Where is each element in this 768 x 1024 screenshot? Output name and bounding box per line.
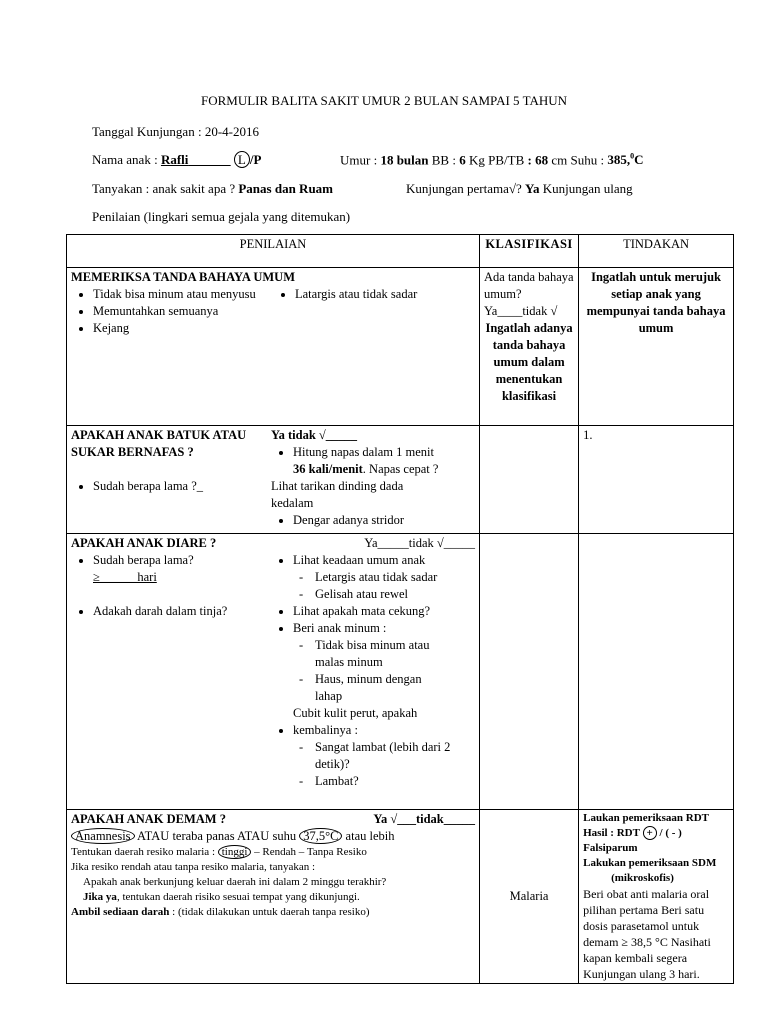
danger-class-question: Ada tanda bahaya umum? Ya____tidak √ [484,270,574,318]
diarrhea-yes-no: Ya_____tidak √_____ [364,536,475,550]
danger-signs-row [67,268,734,426]
header-tindakan: TINDAKAN [579,235,734,268]
vitals-line: Umur : 18 bulan BB : 6 Kg PB/TB : 68 cm Suhu : 385,$^0$C [340,152,644,168]
fever-line-5: Jika ya, tentukan daerah risiko sesuai tempat yang dikunjungi. [83,891,360,903]
list-item: • Lihat keadaan umum anak - Letargis atau tidak sadar - Gelisah atau rewel [293,552,475,603]
list-item: • Lihat apakah mata cekung? [293,603,475,620]
visit-date: Tanggal Kunjungan : 20-4-2016 [92,124,259,139]
danger-action: Ingatlah untuk merujuk setiap anak yang mempunyai tanda bahaya umum [579,268,734,426]
diarrhea-action [579,534,734,810]
header-penilaian: PENILAIAN [67,235,480,268]
age-value: 18 bulan [380,152,429,168]
complaint-value: Panas dan Ruam [238,181,333,196]
visit-line: Kunjungan pertama√? Ya Kunjungan ulang [406,181,633,196]
list-item: • Memuntahkan semuanya [93,303,273,320]
cough-yes-no: Ya tidak √_____ [271,428,358,442]
danger-heading: MEMERIKSA TANDA BAHAYA UMUM [71,270,295,284]
name-label: Nama anak : [92,152,158,167]
list-item: - Sangat lambat (lebih dari 2 detik)? [315,739,465,773]
list-item: • Cubit kulit perut, apakah kembalinya : - Sangat lambat (lebih dari 2 detik)? - Lambat? [293,705,475,790]
height-value: : 68 [527,152,549,168]
fever-line-2: Tentukan daerah resiko malaria : tinggi – Rendah – Tanpa Resiko [71,846,367,858]
diarrhea-heading: APAKAH ANAK DIARE ? [71,536,217,550]
list-item: - Letargis atau tidak sadar [315,569,475,586]
list-item: • Hitung napas dalam 1 menit 36 kali/menit. Napas cepat ? [293,444,475,478]
list-item: - Lambat? [315,773,475,790]
fever-line-4: Apakah anak berkunjung keluar daerah ini dalam 2 minggu terakhir? [83,876,387,888]
fever-action: Laukan pemeriksaan RDT Hasil : RDT + / ( - ) Falsiparum Lakukan pemeriksaan SDM (mikroskofis) Beri obat anti malaria oral pilihan pertama Beri satu dosis parasetamol untuk demam ≥ 38,5 °C Nasihati kapan kembali segera Kunjungan ulang 3 hari. [579,810,734,984]
name-value: Rafli [160,152,189,167]
visit-value: Ya [525,181,540,196]
list-item: - Tidak bisa minum atau malas minum [315,637,435,671]
form-title: FORMULIR BALITA SAKIT UMUR 2 BULAN SAMPAI 5 TAHUN [200,93,568,108]
fever-row [67,810,734,984]
list-item: • Kejang [93,320,273,337]
diarrhea-row [67,534,734,810]
complaint-line: Tanyakan : anak sakit apa ? Panas dan Ruam [92,181,333,196]
weight-value: 6 [459,152,466,168]
cough-action: 1. [579,426,734,534]
cough-chest-indrawing: Lihat tarikan dinding dada kedalam [271,479,404,510]
list-item: • Beri anak minum : - Tidak bisa minum atau malas minum - Haus, minum dengan lahap [293,620,475,705]
table-header-row [67,235,734,268]
fever-classification: Malaria [480,810,579,984]
list-item: • Adakah darah dalam tinja? [93,603,271,620]
cough-classification [480,426,579,534]
header-klasifikasi: KLASIFIKASI [480,235,579,268]
temp-value: 385,$^0$C [607,152,644,168]
assessment-table [66,234,734,984]
fever-line-3: Jika resiko rendah atau tanpa resiko malaria, tanyakan : [71,861,316,873]
list-item: - Haus, minum dengan lahap [315,671,445,705]
fever-line-6: Ambil sediaan darah : (tidak dilakukan untuk daerah tanpa resiko) [71,906,370,918]
cough-heading: APAKAH ANAK BATUK ATAU SUKAR BERNAFAS ? [71,428,247,459]
sex-p: /P [249,152,262,167]
list-item: • Latargis atau tidak sadar [295,286,475,303]
list-item: • Sudah berapa lama? ≥______hari [93,552,271,586]
list-item: - Gelisah atau rewel [315,586,475,603]
fever-heading: APAKAH ANAK DEMAM ? [71,812,226,826]
list-item: • Dengar adanya stridor [293,512,475,529]
diarrhea-classification [480,534,579,810]
list-item: • Tidak bisa minum atau menyusu [93,286,273,303]
fever-yes-no: Ya √___tidak_____ [373,812,475,826]
danger-classification [480,268,579,426]
cough-row [67,426,734,534]
list-item: • Sudah berapa lama ?_ [93,478,271,495]
patient-line [92,152,261,168]
sex-l-circled: L [234,151,250,168]
assessment-note: Penilaian (lingkari semua gejala yang ditemukan) [92,209,351,224]
danger-class-note: Ingatlah adanya tanda bahaya umum dalam menentukan klasifikasi [485,321,573,403]
fever-line-1: Anamnesis ATAU teraba panas ATAU suhu 37,5°C atau lebih [71,828,475,845]
